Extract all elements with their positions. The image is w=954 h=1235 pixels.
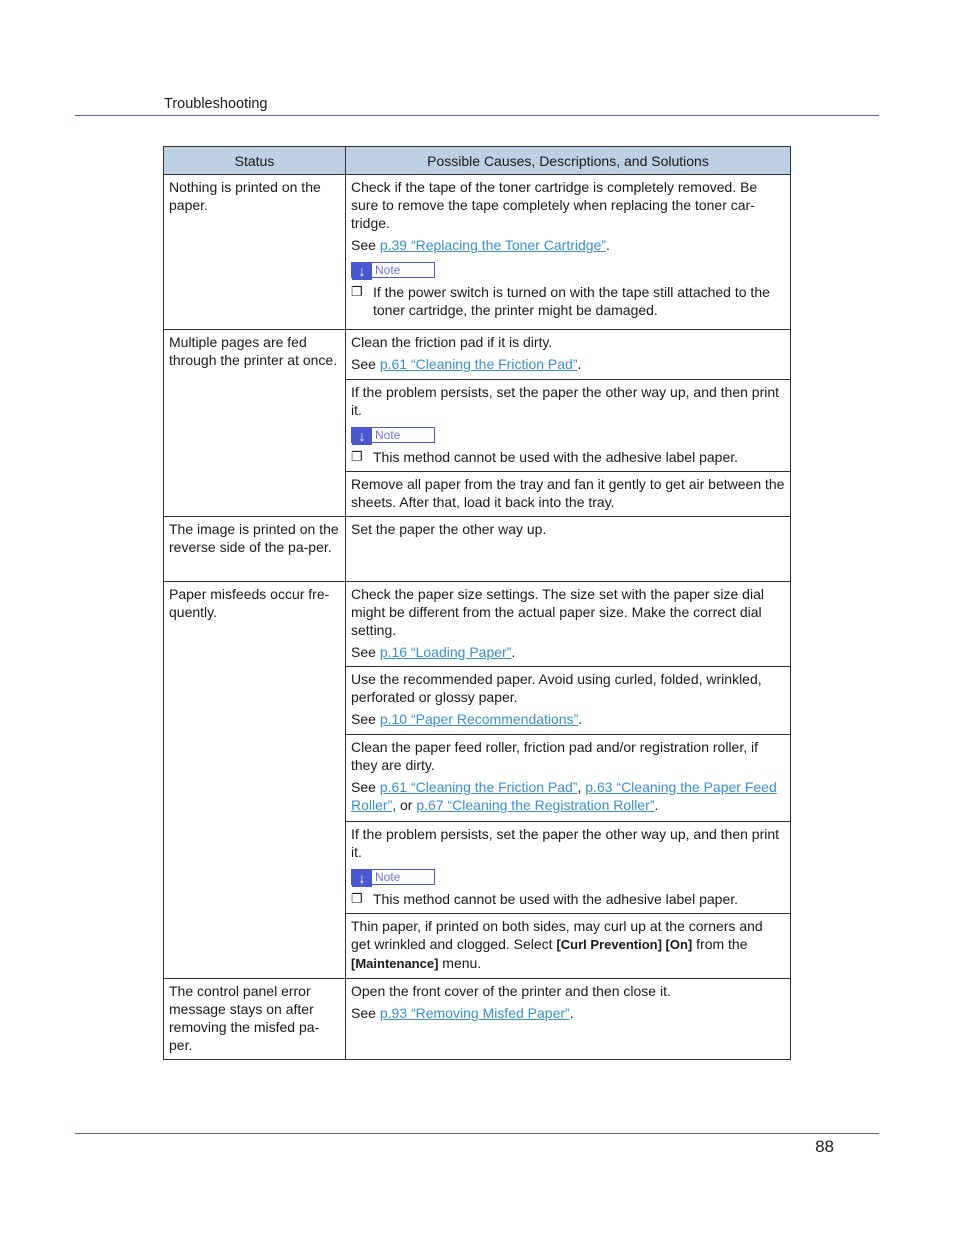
link-removing-misfed-paper[interactable]: p.93 “Removing Misfed Paper” bbox=[379, 1005, 570, 1021]
status-cell: Paper misfeeds occur fre-quently. bbox=[164, 582, 346, 979]
solution-text: Check if the tape of the toner cartridge is completely removed. Be sure to remove the tape completely when replacing the toner car-tridge. bbox=[351, 179, 758, 231]
status-cell: Multiple pages are fed through the printer at once. bbox=[164, 330, 346, 517]
note-badge bbox=[351, 869, 435, 885]
arrow-down-icon: ↓ bbox=[352, 262, 372, 280]
table-row bbox=[164, 330, 791, 380]
table-row bbox=[164, 517, 791, 582]
note-label: Note bbox=[375, 263, 401, 277]
note-badge bbox=[351, 262, 435, 278]
solution-text: If the problem persists, set the paper the other way up, and then print it. bbox=[351, 384, 780, 418]
solution-cell bbox=[346, 735, 791, 822]
checkbox-bullet-icon: ❐ bbox=[351, 449, 363, 464]
solution-text: Check the paper size settings. The size set with the paper size dial might be different from the actual paper size. Make the correct dial setting. bbox=[351, 586, 764, 638]
footer-rule bbox=[75, 1133, 879, 1134]
solution-text: Clean the friction pad if it is dirty. bbox=[351, 334, 553, 350]
see-reference: See p.10 “Paper Recommendations”. bbox=[351, 711, 583, 727]
note-item: ❐ This method cannot be used with the adhesive label paper. bbox=[351, 891, 739, 907]
solution-text: Use the recommended paper. Avoid using curled, folded, wrinkled, perforated or glossy paper. bbox=[351, 671, 762, 705]
header-rule bbox=[75, 115, 879, 116]
note-label: Note bbox=[375, 428, 401, 442]
link-cleaning-friction-pad[interactable]: p.61 “Cleaning the Friction Pad” bbox=[379, 779, 578, 795]
note-badge bbox=[351, 427, 435, 443]
table-row bbox=[164, 175, 791, 330]
solution-text: Open the front cover of the printer and then close it. bbox=[351, 983, 671, 999]
checkbox-bullet-icon: ❐ bbox=[351, 891, 363, 906]
note-item: ❐ This method cannot be used with the adhesive label paper. bbox=[351, 449, 739, 465]
solution-text: Set the paper the other way up. bbox=[351, 521, 547, 537]
solution-text: If the problem persists, set the paper the other way up, and then print it. bbox=[351, 826, 780, 860]
link-paper-recommendations[interactable]: p.10 “Paper Recommendations” bbox=[379, 711, 579, 727]
solution-text: Remove all paper from the tray and fan it gently to get air between the sheets. After that, load it back into the tray. bbox=[351, 476, 785, 510]
link-cleaning-friction-pad[interactable]: p.61 “Cleaning the Friction Pad” bbox=[379, 356, 578, 372]
note-item: ❐ If the power switch is turned on with the tape still attached to the toner cartridge, the printer might be damaged. bbox=[351, 284, 770, 318]
note-label: Note bbox=[375, 870, 401, 884]
see-reference: See p.93 “Removing Misfed Paper”. bbox=[351, 1005, 574, 1021]
solution-cell bbox=[346, 582, 791, 667]
column-header-status: Status bbox=[164, 147, 346, 175]
solution-text: Thin paper, if printed on both sides, may curl up at the corners and get wrinkled and clogged. Select [Curl Prevention] [On] from the [Maintenance] menu. bbox=[351, 918, 763, 971]
link-cleaning-paper-feed-roller[interactable]: p.63 “Cleaning the Paper Feed Roller” bbox=[351, 779, 777, 813]
troubleshooting-table bbox=[163, 146, 791, 1060]
link-loading-paper[interactable]: p.16 “Loading Paper” bbox=[379, 644, 512, 660]
link-replacing-toner-cartridge[interactable]: p.39 “Replacing the Toner Cartridge” bbox=[379, 237, 607, 253]
see-reference: See p.61 “Cleaning the Friction Pad”, p.63 “Cleaning the Paper Feed Roller”, or p.67 “Cleaning the Registration Roller”. bbox=[351, 779, 777, 813]
status-cell: Nothing is printed on the paper. bbox=[164, 175, 346, 330]
see-reference: See p.61 “Cleaning the Friction Pad”. bbox=[351, 356, 582, 372]
status-cell: The control panel error message stays on after removing the misfed pa-per. bbox=[164, 979, 346, 1060]
column-header-causes: Possible Causes, Descriptions, and Solutions bbox=[346, 147, 791, 175]
solution-cell bbox=[346, 472, 791, 517]
table-row bbox=[164, 979, 791, 1060]
solution-cell bbox=[346, 330, 791, 380]
link-cleaning-registration-roller[interactable]: p.67 “Cleaning the Registration Roller” bbox=[416, 797, 655, 813]
solution-cell bbox=[346, 175, 791, 330]
table-header-row bbox=[164, 147, 791, 175]
solution-cell bbox=[346, 667, 791, 735]
solution-cell bbox=[346, 914, 791, 979]
running-header: Troubleshooting bbox=[164, 96, 268, 112]
solution-cell bbox=[346, 517, 791, 582]
status-cell: The image is printed on the reverse side of the pa-per. bbox=[164, 517, 346, 582]
solution-text: Clean the paper feed roller, friction pad and/or registration roller, if they are dirty. bbox=[351, 739, 759, 773]
page-number: 88 bbox=[815, 1137, 834, 1156]
solution-cell bbox=[346, 979, 791, 1060]
menu-command: [Maintenance] bbox=[351, 956, 439, 971]
arrow-down-icon: ↓ bbox=[352, 869, 372, 887]
checkbox-bullet-icon: ❐ bbox=[351, 284, 363, 299]
see-reference: See p.39 “Replacing the Toner Cartridge”. bbox=[351, 237, 610, 253]
table-row bbox=[164, 582, 791, 667]
arrow-down-icon: ↓ bbox=[352, 427, 372, 445]
solution-cell bbox=[346, 822, 791, 914]
menu-command: [Curl Prevention] [On] bbox=[556, 937, 693, 952]
see-reference: See p.16 “Loading Paper”. bbox=[351, 644, 516, 660]
solution-cell bbox=[346, 380, 791, 472]
